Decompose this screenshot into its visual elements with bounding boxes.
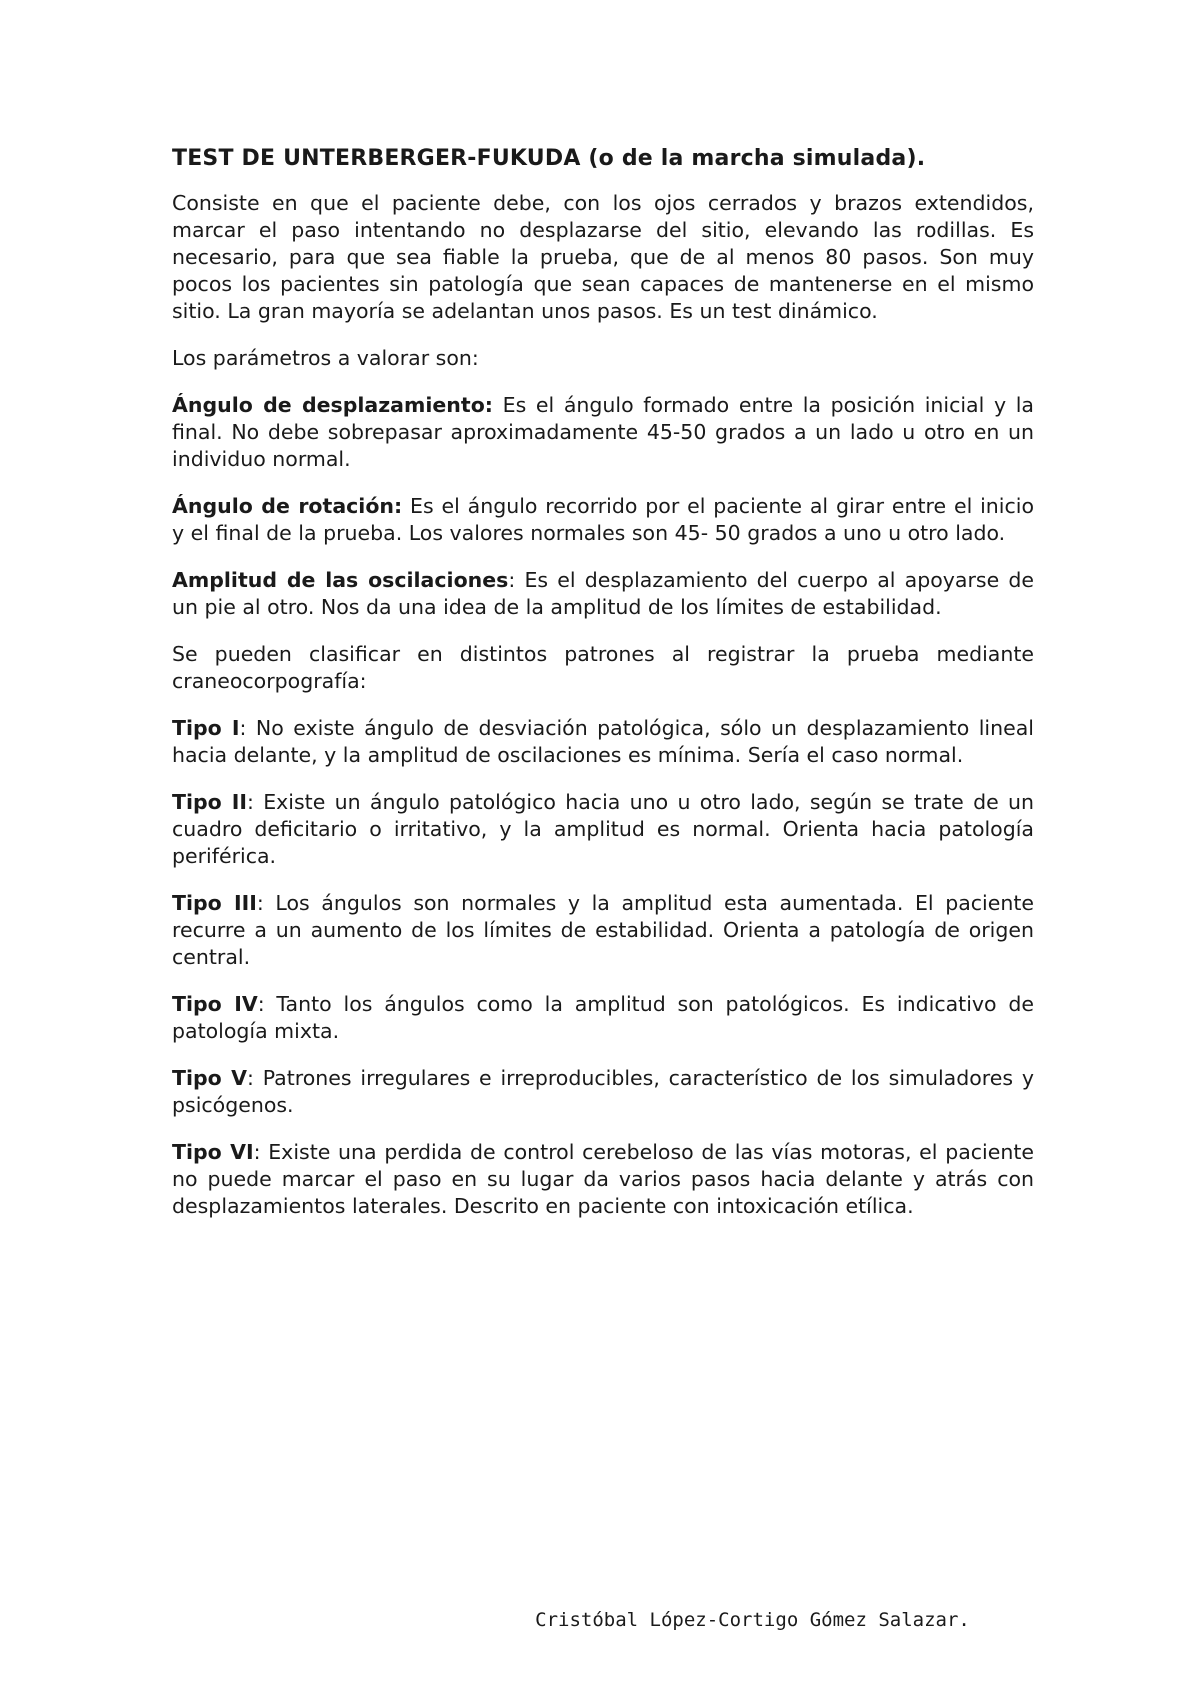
param-term: Ángulo de rotación:: [172, 494, 403, 518]
type-6-paragraph: [172, 1139, 1034, 1220]
param-term: Ángulo de desplazamiento:: [172, 393, 493, 417]
type-term: Tipo II: [172, 790, 247, 814]
type-term: Tipo V: [172, 1066, 248, 1090]
type-term: Tipo I: [172, 716, 240, 740]
param-term: Amplitud de las oscilaciones: [172, 568, 509, 592]
author-footer: Cristóbal López-Cortigo Gómez Salazar.: [535, 1609, 970, 1631]
param-text: Es el ángulo recorrido por el paciente al girar entre el inicio y el final de la prueba. Los valores normales son 45- 50 grados a uno u otro lado.: [172, 494, 1034, 545]
patterns-intro-paragraph: Se pueden clasificar en distintos patrones al registrar la prueba mediante craneocorpografía:: [172, 642, 1034, 693]
param-oscillation-amplitude: [172, 567, 1034, 621]
document-title: TEST DE UNTERBERGER-FUKUDA (o de la marcha simulada).: [172, 146, 926, 171]
type-4-paragraph: [172, 991, 1034, 1045]
param-rotation-angle: [172, 493, 1034, 547]
type-text: : No existe ángulo de desviación patológica, sólo un desplazamiento lineal hacia delante, y la amplitud de oscilaciones es mínima. Sería el caso normal.: [172, 716, 1034, 767]
param-text: Es el ángulo formado entre la posición inicial y la final. No debe sobrepasar aproximadamente 45-50 grados a un lado u otro en un individuo normal.: [172, 393, 1034, 471]
type-text: : Tanto los ángulos como la amplitud son patológicos. Es indicativo de patología mixta.: [172, 992, 1034, 1043]
type-term: Tipo IV: [172, 992, 258, 1016]
param-displacement-angle: [172, 392, 1034, 473]
params-intro-paragraph: Los parámetros a valorar son:: [172, 346, 479, 370]
param-text: : Es el desplazamiento del cuerpo al apoyarse de un pie al otro. Nos da una idea de la amplitud de los límites de estabilidad.: [172, 568, 1034, 619]
document-body: [172, 144, 1034, 1240]
intro-paragraph: Consiste en que el paciente debe, con los ojos cerrados y brazos extendidos, marcar el paso intentando no desplazarse del sitio, elevando las rodillas. Es necesario, para que sea fiable la prueba, que de al menos 80 pasos. Son muy pocos los pacientes sin patología que sean capaces de mantenerse en el mismo sitio. La gran mayoría se adelantan unos pasos. Es un test dinámico.: [172, 191, 1034, 323]
type-text: : Patrones irregulares e irreproducibles, característico de los simuladores y psicógenos.: [172, 1066, 1034, 1117]
type-text: : Los ángulos son normales y la amplitud esta aumentada. El paciente recurre a un aumento de los límites de estabilidad. Orienta a patología de origen central.: [172, 891, 1034, 969]
type-term: Tipo III: [172, 891, 257, 915]
type-term: Tipo VI: [172, 1140, 254, 1164]
type-text: : Existe un ángulo patológico hacia uno u otro lado, según se trate de un cuadro deficitario o irritativo, y la amplitud es normal. Orienta hacia patología periférica.: [172, 790, 1034, 868]
type-1-paragraph: [172, 715, 1034, 769]
type-2-paragraph: [172, 789, 1034, 870]
type-5-paragraph: [172, 1065, 1034, 1119]
type-3-paragraph: [172, 890, 1034, 971]
type-text: : Existe una perdida de control cerebeloso de las vías motoras, el paciente no puede marcar el paso en su lugar da varios pasos hacia delante y atrás con desplazamientos laterales. Descrito en paciente con intoxicación etílica.: [172, 1140, 1035, 1218]
